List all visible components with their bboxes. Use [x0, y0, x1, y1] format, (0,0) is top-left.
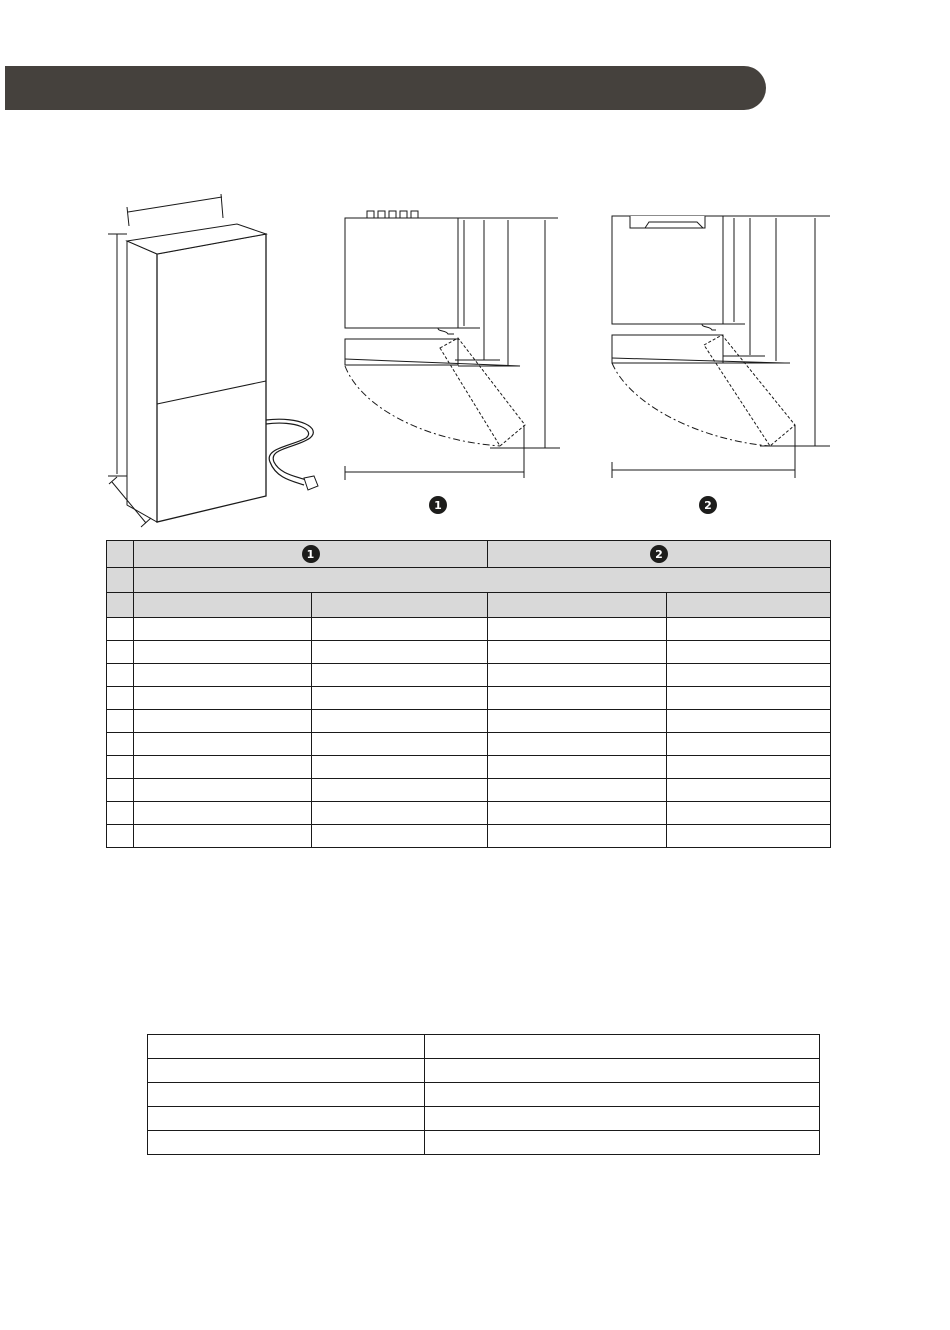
table-cell: [312, 825, 488, 848]
top-view-diagram-2: [612, 216, 830, 478]
table-cell: [134, 733, 312, 756]
table-cell: [107, 779, 134, 802]
table-cell: [312, 779, 488, 802]
table-cell: [134, 710, 312, 733]
table-header-cell: [134, 541, 488, 568]
table-cell: [488, 710, 667, 733]
table-cell: [667, 618, 831, 641]
table-cell: [148, 1059, 425, 1083]
table-cell: [488, 664, 667, 687]
table-cell: [107, 618, 134, 641]
table-cell: [488, 825, 667, 848]
table-row: [148, 1083, 820, 1107]
table-cell: [667, 802, 831, 825]
table-row: [107, 641, 831, 664]
table-row: [148, 1059, 820, 1083]
table-cell: [312, 733, 488, 756]
table-cell: [107, 641, 134, 664]
table-cell: [107, 802, 134, 825]
refrigerator-perspective-drawing: [108, 194, 318, 527]
column-group-1-badge: 1: [302, 545, 320, 563]
table-header-row: [107, 568, 831, 593]
table-cell: [488, 756, 667, 779]
table-row: [107, 802, 831, 825]
table-cell: [107, 756, 134, 779]
table-cell: [488, 641, 667, 664]
table-row: [148, 1107, 820, 1131]
table-header-row: [107, 541, 831, 568]
table-header-cell: [488, 593, 667, 618]
table-cell: [488, 733, 667, 756]
table-cell: [667, 825, 831, 848]
table-cell: [107, 710, 134, 733]
table-cell: [667, 710, 831, 733]
table-cell: [667, 756, 831, 779]
table-cell: [312, 687, 488, 710]
table-cell: [312, 664, 488, 687]
table-cell: [148, 1083, 425, 1107]
table-cell: [488, 779, 667, 802]
table-cell: [134, 802, 312, 825]
table-header-cell: [312, 593, 488, 618]
door-swing-arc: [345, 366, 500, 446]
table-cell: [312, 618, 488, 641]
table-cell: [134, 779, 312, 802]
table-cell: [488, 618, 667, 641]
column-group-2-badge: 2: [650, 545, 668, 563]
table-cell: [148, 1035, 425, 1059]
table-cell: [425, 1107, 820, 1131]
table-cell: [107, 568, 134, 593]
table-cell: [425, 1059, 820, 1083]
table-cell: [148, 1107, 425, 1131]
table-cell: [134, 641, 312, 664]
table-cell: [134, 664, 312, 687]
table-row: [107, 825, 831, 848]
table-cell: [425, 1035, 820, 1059]
table-row: [107, 733, 831, 756]
table-cell: [107, 664, 134, 687]
width-dimension-line: [128, 197, 222, 212]
table-cell: [107, 825, 134, 848]
table-cell: [134, 756, 312, 779]
table-row: [148, 1131, 820, 1155]
door-swing-arc-2: [612, 363, 770, 446]
table-cell: [134, 618, 312, 641]
table-cell: [134, 687, 312, 710]
figure-2-badge: 2: [699, 496, 717, 514]
table-header-cell: [134, 568, 831, 593]
table-row: [148, 1035, 820, 1059]
table-cell: [134, 825, 312, 848]
table-header-row: [107, 593, 831, 618]
table-row: [107, 664, 831, 687]
table-cell: [312, 756, 488, 779]
table-cell: [312, 641, 488, 664]
table-cell: [667, 641, 831, 664]
dimension-figure: [0, 0, 950, 530]
table-cell: [107, 593, 134, 618]
table-cell: [667, 779, 831, 802]
hinge-notches: [367, 211, 418, 218]
table-cell: [425, 1131, 820, 1155]
power-cord: [266, 419, 313, 480]
table-cell: [107, 687, 134, 710]
table-row: [107, 756, 831, 779]
plug-icon: [304, 476, 318, 490]
table-cell: [107, 541, 134, 568]
figure-1-badge: 1: [429, 496, 447, 514]
table-cell: [667, 664, 831, 687]
table-cell: [425, 1083, 820, 1107]
specification-table: [147, 1034, 820, 1155]
table-cell: [667, 687, 831, 710]
table-cell: [312, 802, 488, 825]
table-row: [107, 710, 831, 733]
table-cell: [312, 710, 488, 733]
table-header-cell: [134, 593, 312, 618]
table-cell: [667, 733, 831, 756]
table-cell: [488, 687, 667, 710]
top-view-diagram-1: [345, 211, 560, 480]
table-row: [107, 687, 831, 710]
table-cell: [107, 733, 134, 756]
table-row: [107, 779, 831, 802]
table-header-cell: [667, 593, 831, 618]
table-header-cell: [488, 541, 831, 568]
table-cell: [488, 802, 667, 825]
table-row: [107, 618, 831, 641]
table-cell: [148, 1131, 425, 1155]
dimension-table: [106, 540, 831, 848]
